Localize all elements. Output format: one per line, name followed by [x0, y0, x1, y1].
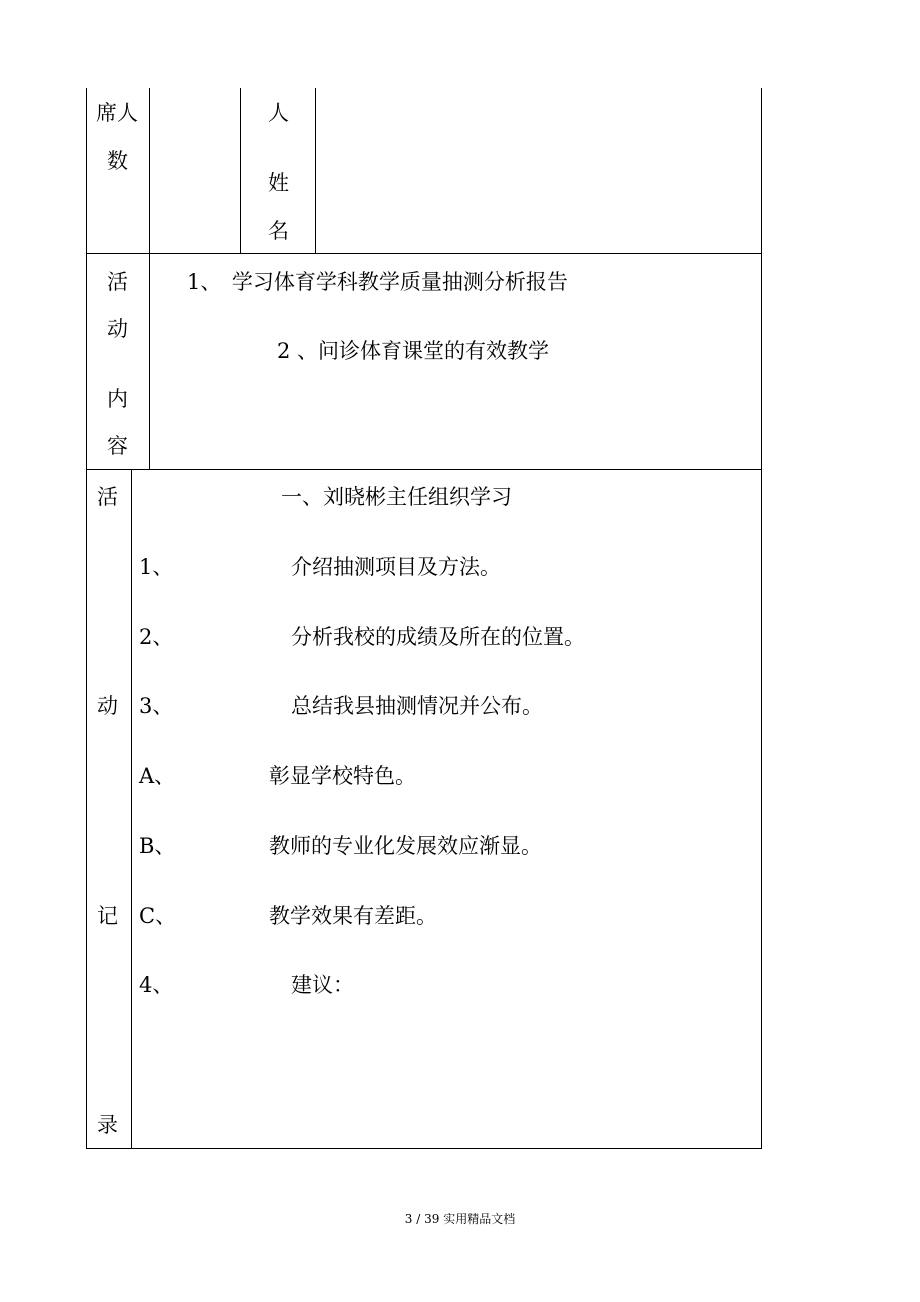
row2-label-char1: 活 — [107, 270, 128, 294]
list-item-text: 介绍抽测项目及方法。 — [291, 555, 501, 579]
list-item-number: 3、 — [139, 694, 174, 718]
list-item-number: 1、 — [139, 555, 174, 579]
row3-label-char2: 动 — [97, 694, 118, 718]
row1-divider-b — [240, 88, 241, 253]
row-border-1 — [86, 253, 762, 254]
list-item-text: 分析我校的成绩及所在的位置。 — [291, 625, 585, 649]
row1-divider-c — [315, 88, 316, 253]
list-item-text: 建议： — [291, 973, 354, 997]
list-item-number: B、 — [139, 834, 176, 858]
row1-left-label-line1: 席人 — [96, 101, 138, 125]
row1-mid-label-line1: 人 — [268, 101, 289, 125]
list-item-number: 2、 — [139, 625, 174, 649]
row2-label-char2: 动 — [107, 317, 128, 341]
row1-mid-label-line2: 姓 — [268, 171, 289, 195]
row3-label-char3: 记 — [97, 904, 118, 928]
row2-item-2: 2 、问诊体育课堂的有效教学 — [277, 339, 550, 363]
row2-label-char3: 内 — [107, 387, 128, 411]
table-border-left — [86, 88, 87, 1149]
row3-label-char1: 活 — [97, 485, 118, 509]
row2-label-char4: 容 — [107, 434, 128, 458]
list-item-text: 彰显学校特色。 — [269, 764, 416, 788]
row1-left-label-line2: 数 — [107, 149, 128, 173]
row3-divider — [131, 469, 132, 1149]
table-border-right — [761, 88, 762, 1149]
list-item-text: 总结我县抽测情况并公布。 — [291, 694, 543, 718]
page-footer: 3 / 39 实用精品文档 — [404, 1212, 516, 1226]
row1-divider-a — [149, 88, 150, 469]
row-border-2 — [86, 469, 762, 470]
row3-heading: 一、刘晓彬主任组织学习 — [281, 485, 512, 509]
list-item-text: 教学效果有差距。 — [269, 904, 437, 928]
list-item-number: 4、 — [139, 973, 174, 997]
row1-mid-label-line3: 名 — [268, 219, 289, 243]
list-item-number: C、 — [139, 904, 177, 928]
list-item-number: A、 — [139, 764, 176, 788]
list-item-text: 教师的专业化发展效应渐显。 — [269, 834, 542, 858]
table-border-bottom — [86, 1148, 762, 1149]
row2-item-1: 1、 学习体育学科教学质量抽测分析报告 — [187, 270, 568, 294]
row3-label-char4: 录 — [97, 1113, 118, 1137]
